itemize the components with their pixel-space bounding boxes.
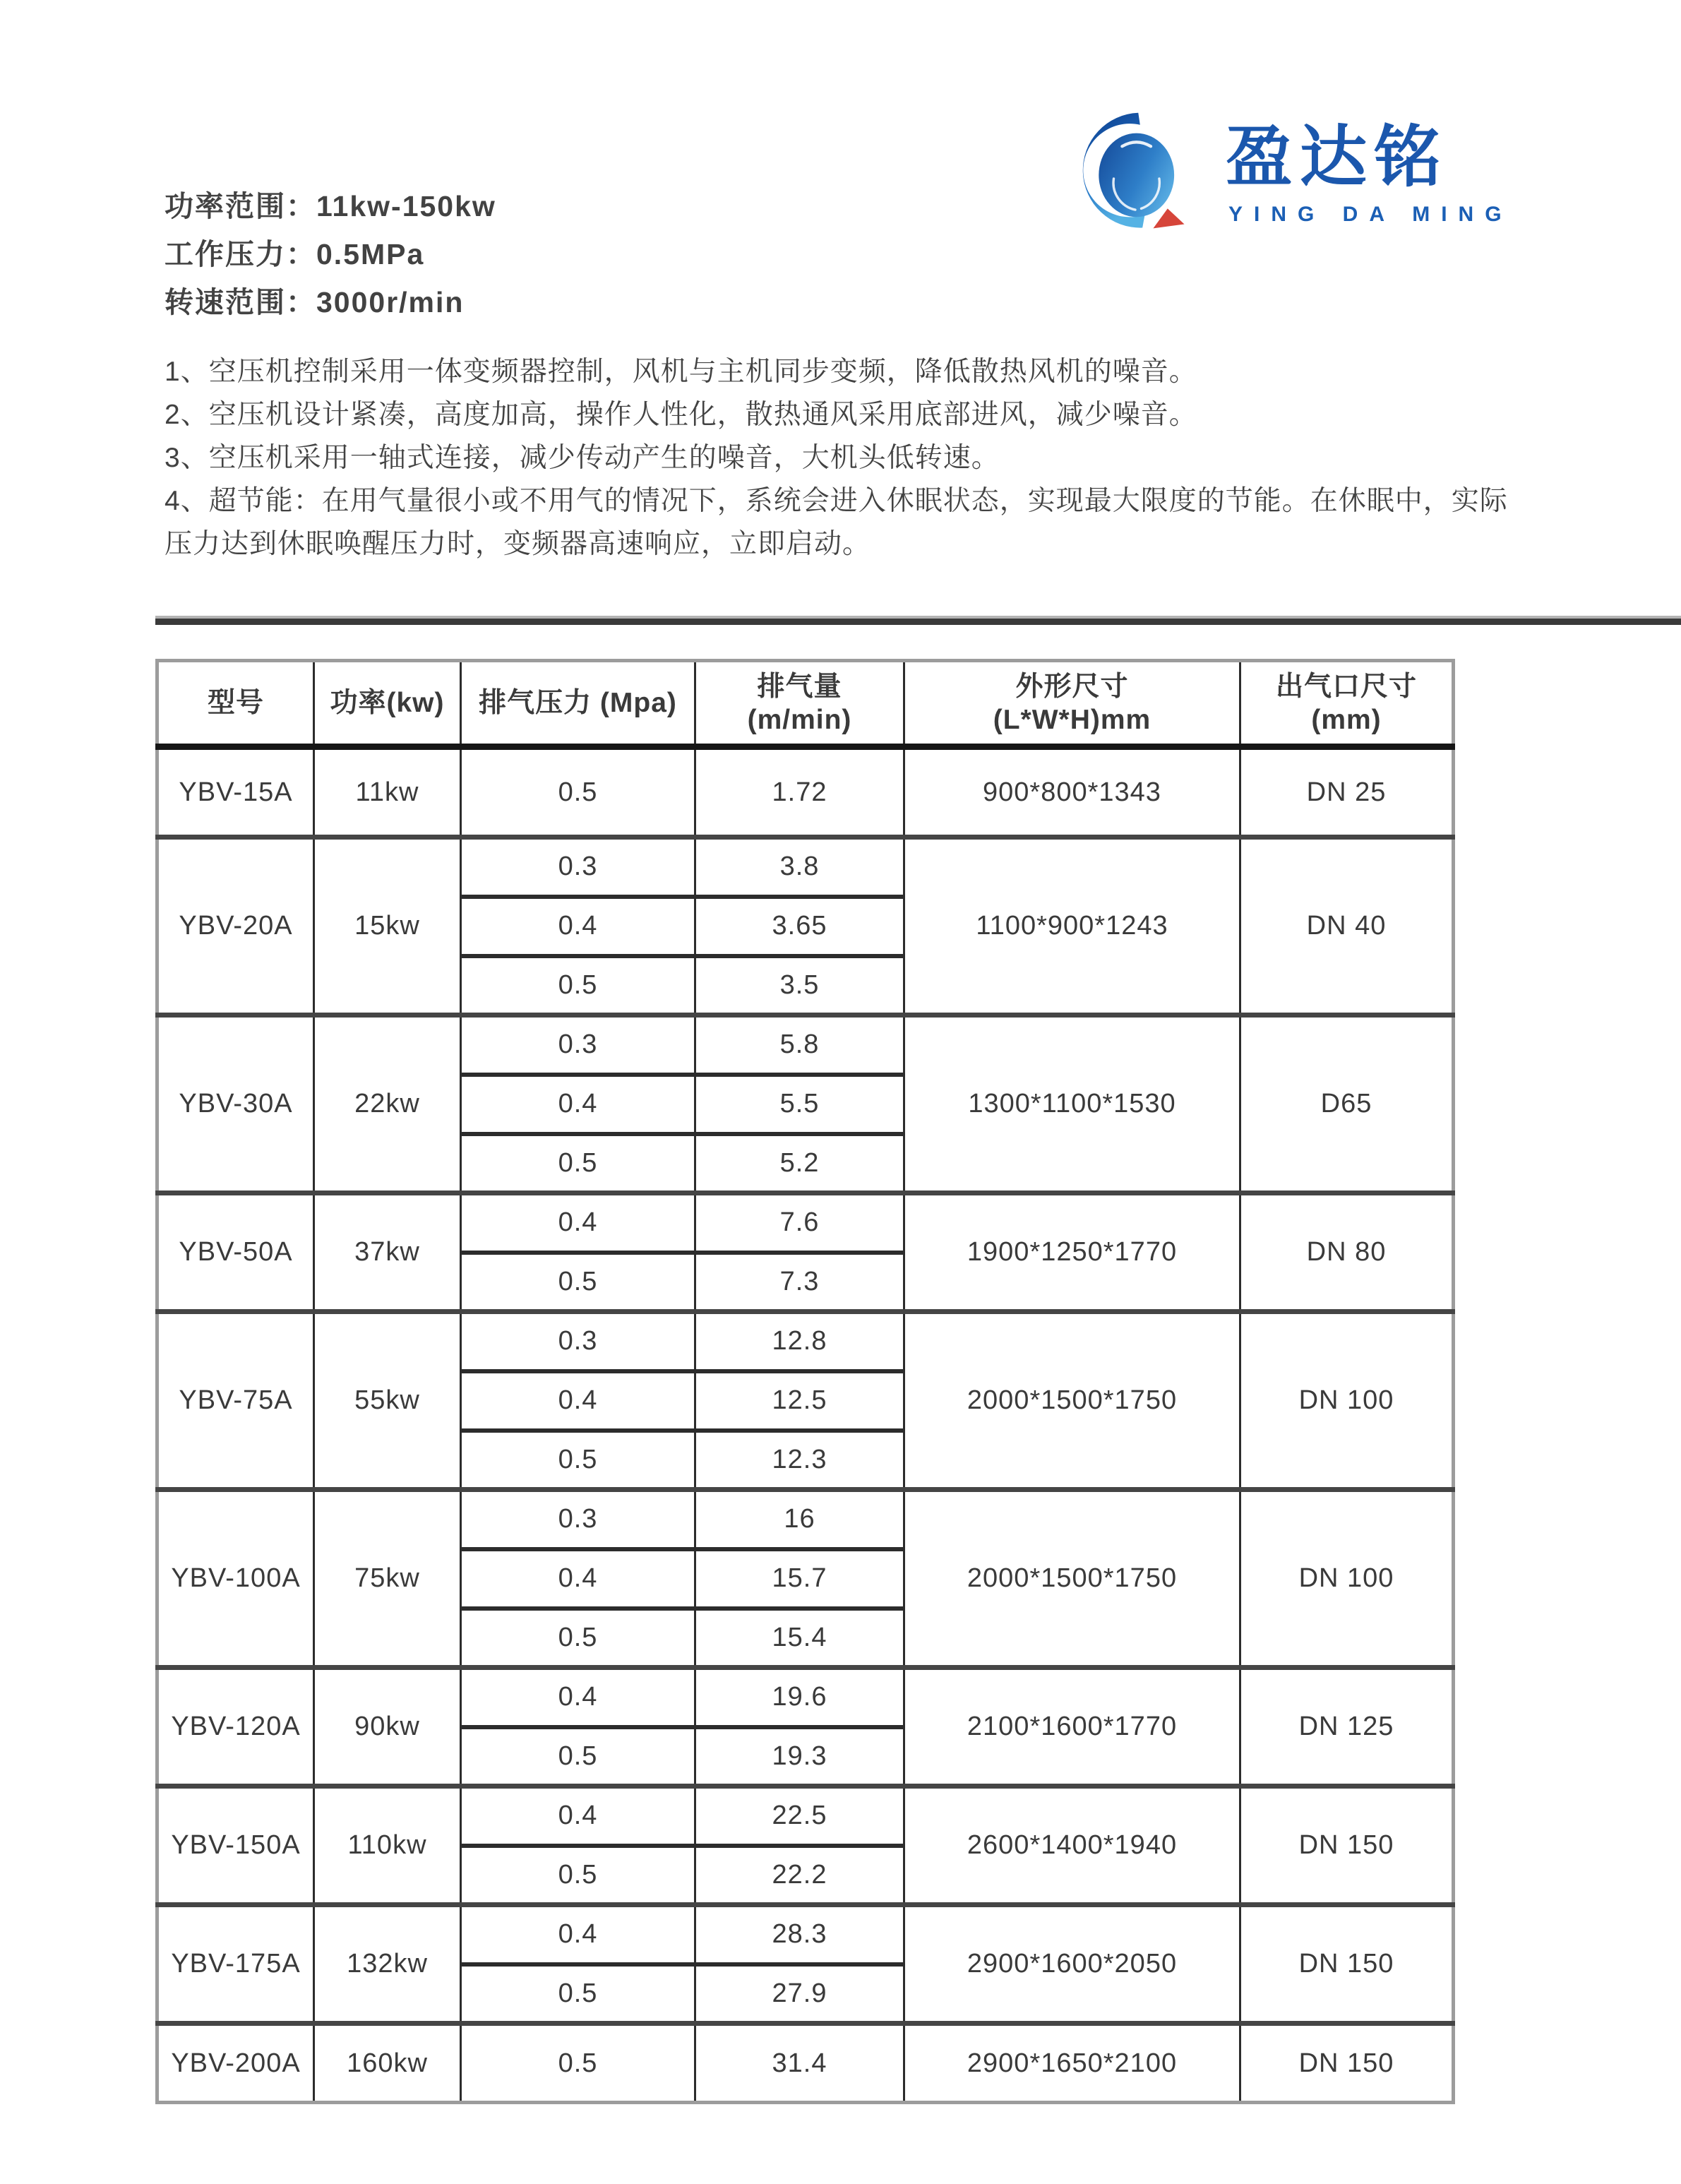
- table-row: [157, 1312, 1454, 1371]
- volume-cell: 22.2: [695, 1846, 904, 1905]
- table-row: [157, 747, 1454, 837]
- power-cell: 160kw: [314, 2024, 461, 2103]
- pressure-cell: 0.5: [461, 1846, 695, 1905]
- pressure-cell: 0.4: [461, 1668, 695, 1727]
- outlet-cell: DN 80: [1240, 1193, 1454, 1312]
- volume-cell: 12.3: [695, 1431, 904, 1490]
- table-row: [157, 1015, 1454, 1075]
- spec-working-pressure: 工作压力：0.5MPa: [164, 238, 425, 270]
- volume-cell: 5.5: [695, 1075, 904, 1134]
- header-cell: 排气压力 (Mpa): [461, 661, 695, 747]
- table-row: [157, 1668, 1454, 1727]
- volume-cell: 19.3: [695, 1727, 904, 1786]
- volume-cell: 1.72: [695, 747, 904, 837]
- feature-list: [164, 350, 1517, 566]
- outlet-cell: D65: [1240, 1015, 1454, 1193]
- pressure-cell: 0.3: [461, 837, 695, 897]
- outlet-cell: DN 40: [1240, 837, 1454, 1015]
- outlet-cell: DN 100: [1240, 1490, 1454, 1668]
- model-cell: YBV-30A: [157, 1015, 314, 1193]
- pressure-cell: 0.4: [461, 1371, 695, 1431]
- table-body: [157, 747, 1454, 2103]
- volume-cell: 3.5: [695, 956, 904, 1015]
- outlet-cell: DN 125: [1240, 1668, 1454, 1786]
- pressure-cell: 0.5: [461, 956, 695, 1015]
- spec-summary: [164, 182, 496, 326]
- volume-cell: 16: [695, 1490, 904, 1549]
- pressure-cell: 0.4: [461, 897, 695, 956]
- power-cell: 90kw: [314, 1668, 461, 1786]
- pressure-cell: 0.4: [461, 1193, 695, 1253]
- table-row: [157, 1193, 1454, 1253]
- pressure-cell: 0.4: [461, 1549, 695, 1609]
- outlet-cell: DN 150: [1240, 1786, 1454, 1905]
- pressure-cell: 0.4: [461, 1905, 695, 1964]
- pressure-cell: 0.5: [461, 1727, 695, 1786]
- spec-speed-range: 转速范围：3000r/min: [164, 286, 465, 318]
- dims-cell: 2900*1650*2100: [904, 2024, 1240, 2103]
- header-cell: 外形尺寸 (L*W*H)mm: [904, 661, 1240, 747]
- table-row: [157, 1490, 1454, 1549]
- feature-item-4: 4、超节能：在用气量很小或不用气的情况下，系统会进入休眠状态，实现最大限度的节能。在休眠中，实际压力达到休眠唤醒压力时，变频器高速响应，立即启动。: [164, 486, 1508, 559]
- model-cell: YBV-15A: [157, 747, 314, 837]
- pressure-cell: 0.5: [461, 1431, 695, 1490]
- pressure-cell: 0.5: [461, 2024, 695, 2103]
- table-row: [157, 1786, 1454, 1846]
- outlet-cell: DN 150: [1240, 2024, 1454, 2103]
- pressure-cell: 0.4: [461, 1786, 695, 1846]
- brand-logo: [1065, 99, 1513, 240]
- dims-cell: 1300*1100*1530: [904, 1015, 1240, 1193]
- power-cell: 132kw: [314, 1905, 461, 2024]
- volume-cell: 7.6: [695, 1193, 904, 1253]
- model-cell: YBV-75A: [157, 1312, 314, 1490]
- table-row: [157, 1905, 1454, 1964]
- dims-cell: 2600*1400*1940: [904, 1786, 1240, 1905]
- dims-cell: 2000*1500*1750: [904, 1312, 1240, 1490]
- table-row: [157, 2024, 1454, 2103]
- power-cell: 22kw: [314, 1015, 461, 1193]
- model-cell: YBV-200A: [157, 2024, 314, 2103]
- section-divider: [155, 616, 1681, 625]
- volume-cell: 15.7: [695, 1549, 904, 1609]
- power-cell: 110kw: [314, 1786, 461, 1905]
- product-spec-table: [155, 659, 1455, 2104]
- model-cell: YBV-100A: [157, 1490, 314, 1668]
- table-row: [157, 837, 1454, 897]
- pressure-cell: 0.3: [461, 1015, 695, 1075]
- volume-cell: 15.4: [695, 1609, 904, 1668]
- outlet-cell: DN 25: [1240, 747, 1454, 837]
- feature-item-3: 3、空压机采用一轴式连接，减少传动产生的噪音，大机头低转速。: [164, 443, 1000, 473]
- header-cell: 功率(kw): [314, 661, 461, 747]
- volume-cell: 22.5: [695, 1786, 904, 1846]
- pressure-cell: 0.5: [461, 747, 695, 837]
- header-cell: 出气口尺寸 (mm): [1240, 661, 1454, 747]
- volume-cell: 5.2: [695, 1134, 904, 1193]
- dims-cell: 2100*1600*1770: [904, 1668, 1240, 1786]
- volume-cell: 3.65: [695, 897, 904, 956]
- header-row: [157, 661, 1454, 747]
- spec-power-range: 功率范围：11kw-150kw: [164, 190, 496, 222]
- volume-cell: 3.8: [695, 837, 904, 897]
- feature-item-2: 2、空压机设计紧凑，高度加高，操作人性化，散热通风采用底部进风，减少噪音。: [164, 400, 1197, 430]
- volume-cell: 28.3: [695, 1905, 904, 1964]
- volume-cell: 12.5: [695, 1371, 904, 1431]
- outlet-cell: DN 100: [1240, 1312, 1454, 1490]
- pressure-cell: 0.4: [461, 1075, 695, 1134]
- header-cell: 型号: [157, 661, 314, 747]
- volume-cell: 12.8: [695, 1312, 904, 1371]
- power-cell: 15kw: [314, 837, 461, 1015]
- pressure-cell: 0.3: [461, 1312, 695, 1371]
- table-head: [157, 661, 1454, 747]
- pressure-cell: 0.5: [461, 1253, 695, 1312]
- header-cell: 排气量 (m/min): [695, 661, 904, 747]
- model-cell: YBV-20A: [157, 837, 314, 1015]
- dims-cell: 900*800*1343: [904, 747, 1240, 837]
- dims-cell: 1900*1250*1770: [904, 1193, 1240, 1312]
- brand-logo-icon: [1065, 103, 1190, 239]
- pressure-cell: 0.5: [461, 1964, 695, 2024]
- pressure-cell: 0.5: [461, 1134, 695, 1193]
- volume-cell: 31.4: [695, 2024, 904, 2103]
- dims-cell: 2000*1500*1750: [904, 1490, 1240, 1668]
- feature-item-1: 1、空压机控制采用一体变频器控制，风机与主机同步变频，降低散热风机的噪音。: [164, 357, 1197, 387]
- pressure-cell: 0.3: [461, 1490, 695, 1549]
- pressure-cell: 0.5: [461, 1609, 695, 1668]
- power-cell: 37kw: [314, 1193, 461, 1312]
- volume-cell: 7.3: [695, 1253, 904, 1312]
- volume-cell: 27.9: [695, 1964, 904, 2024]
- volume-cell: 5.8: [695, 1015, 904, 1075]
- power-cell: 11kw: [314, 747, 461, 837]
- dims-cell: 1100*900*1243: [904, 837, 1240, 1015]
- dims-cell: 2900*1600*2050: [904, 1905, 1240, 2024]
- model-cell: YBV-50A: [157, 1193, 314, 1312]
- brand-name-cn: 盈达铭: [1226, 120, 1449, 195]
- model-cell: YBV-120A: [157, 1668, 314, 1786]
- model-cell: YBV-150A: [157, 1786, 314, 1905]
- outlet-cell: DN 150: [1240, 1905, 1454, 2024]
- power-cell: 55kw: [314, 1312, 461, 1490]
- volume-cell: 19.6: [695, 1668, 904, 1727]
- brand-name-en: YING DA MING: [1228, 203, 1513, 226]
- power-cell: 75kw: [314, 1490, 461, 1668]
- model-cell: YBV-175A: [157, 1905, 314, 2024]
